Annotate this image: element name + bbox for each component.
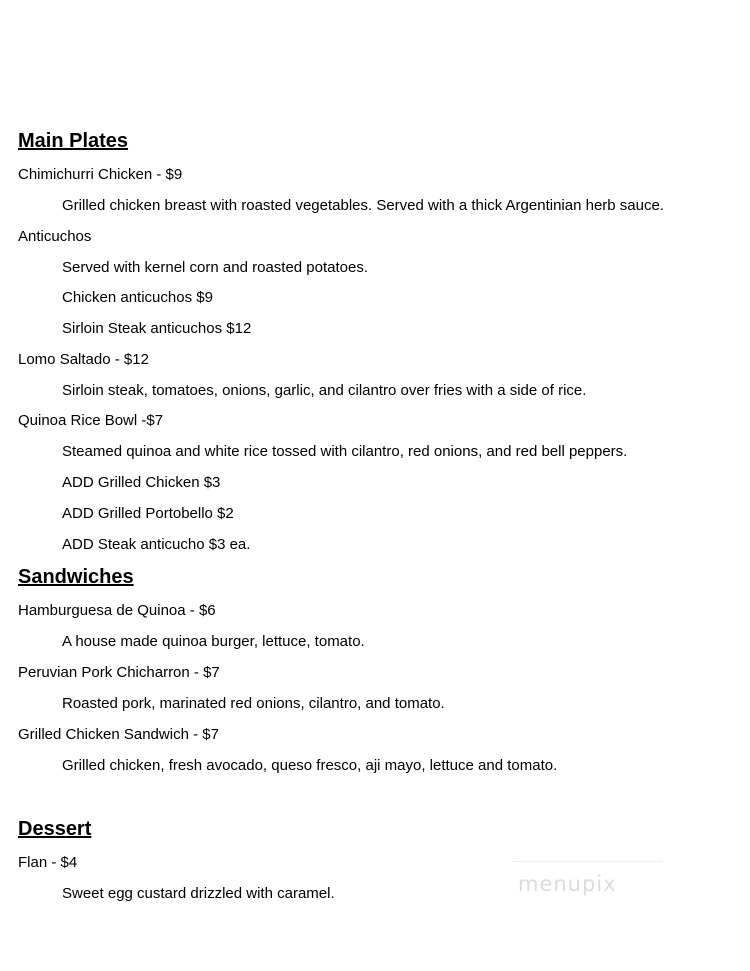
menu-item-addon: ADD Grilled Chicken $3 bbox=[62, 474, 221, 491]
menu-item-option: Chicken anticuchos $9 bbox=[62, 289, 213, 306]
menu-item-addon: ADD Steak anticucho $3 ea. bbox=[62, 536, 251, 553]
menu-item-description: Sirloin steak, tomatoes, onions, garlic, and cilantro over fries with a side of rice. bbox=[62, 382, 587, 399]
menu-item-name: Anticuchos bbox=[18, 228, 92, 245]
menu-item-name: Quinoa Rice Bowl -$7 bbox=[18, 412, 164, 429]
menu-item-addon: ADD Grilled Portobello $2 bbox=[62, 505, 234, 522]
menu-item-description: Grilled chicken breast with roasted vegetables. Served with a thick Argentinian herb sauce. bbox=[62, 197, 664, 214]
menu-item-description: Steamed quinoa and white rice tossed with cilantro, red onions, and red bell peppers. bbox=[62, 443, 628, 460]
menu-item-description: Sweet egg custard drizzled with caramel. bbox=[62, 885, 335, 902]
section-heading-dessert: Dessert bbox=[18, 818, 92, 840]
menu-item-name: Peruvian Pork Chicharron - $7 bbox=[18, 664, 220, 681]
menu-item-description: Grilled chicken, fresh avocado, queso fresco, aji mayo, lettuce and tomato. bbox=[62, 757, 558, 774]
menu-item-option: Sirloin Steak anticuchos $12 bbox=[62, 320, 252, 337]
section-heading-main-plates: Main Plates bbox=[18, 130, 129, 152]
section-heading-sandwiches: Sandwiches bbox=[18, 566, 134, 588]
menu-item-description: A house made quinoa burger, lettuce, tomato. bbox=[62, 633, 365, 650]
menu-item-name: Chimichurri Chicken - $9 bbox=[18, 166, 183, 183]
menu-item-name: Flan - $4 bbox=[18, 854, 78, 871]
watermark-logo-text: menupix bbox=[518, 872, 617, 896]
menu-item-name: Grilled Chicken Sandwich - $7 bbox=[18, 726, 219, 743]
menu-item-description: Roasted pork, marinated red onions, cilantro, and tomato. bbox=[62, 695, 445, 712]
menu-item-name: Lomo Saltado - $12 bbox=[18, 351, 149, 368]
menu-item-name: Hamburguesa de Quinoa - $6 bbox=[18, 602, 216, 619]
menupix-watermark bbox=[512, 858, 662, 908]
menu-item-description: Served with kernel corn and roasted potatoes. bbox=[62, 259, 369, 276]
watermark-dotted-line bbox=[512, 861, 662, 863]
